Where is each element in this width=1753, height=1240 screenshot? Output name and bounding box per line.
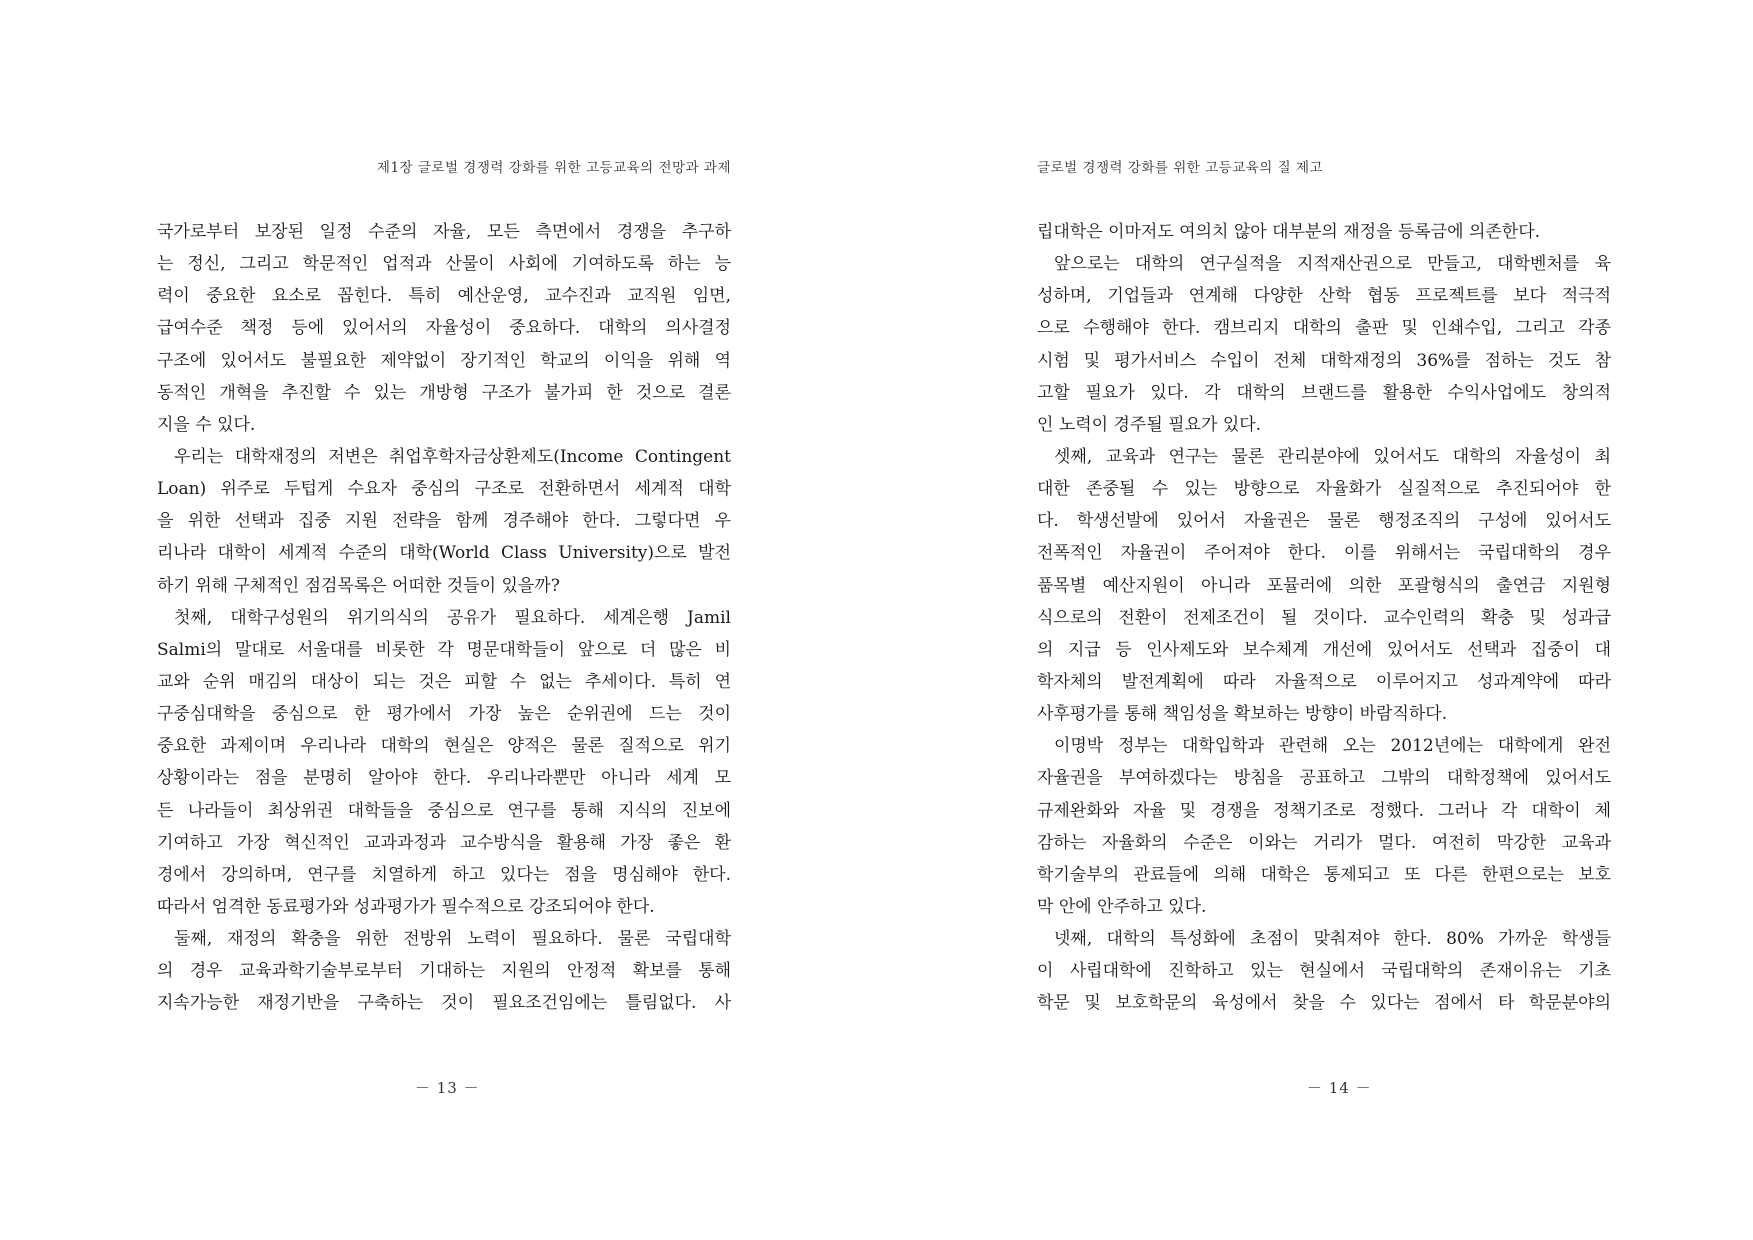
text-line: 성하며, 기업들과 연계해 다양한 산학 협동 프로젝트를 보다 적극적: [1037, 286, 1611, 307]
text-line: 이 사립대학에 진학하고 있는 현실에서 국립대학의 존재이유는 기초: [1037, 961, 1611, 982]
text-line: 규제완화와 자율 및 경쟁을 정책기조로 정했다. 그러나 각 대학이 체: [1037, 800, 1611, 821]
text-line: 사후평가를 통해 책임성을 확보하는 방향이 바람직하다.: [1037, 704, 1448, 725]
paragraph: [157, 441, 731, 602]
text-line: 학자체의 발전계획에 따라 자율적으로 이루어지고 성과계약에 따라: [1037, 671, 1611, 692]
text-line: 인 노력이 경주될 필요가 있다.: [1037, 414, 1262, 435]
text-line: 따라서 엄격한 동료평가와 성과평가가 필수적으로 강조되어야 한다.: [157, 896, 655, 917]
text-line: 의 경우 교육과학기술부로부터 기대하는 지원의 안정적 확보를 통해: [157, 961, 731, 982]
text-line: 급여수준 책정 등에 있어서의 자율성이 중요하다. 대학의 의사결정: [157, 318, 731, 339]
text-line: 구조에 있어서도 불필요한 제약없이 장기적인 학교의 이익을 위해 역: [157, 350, 731, 371]
paragraph: [1037, 216, 1611, 248]
text-line: 품목별 예산지원이 아니라 포뮬러에 의한 포괄형식의 출연금 지원형: [1037, 575, 1611, 596]
running-head: 글로벌 경쟁력 강화를 위한 고등교육의 질 제고: [1037, 160, 1324, 176]
text-line: Salmi의 말대로 서울대를 비롯한 각 명문대학들이 앞으로 더 많은 비: [157, 639, 731, 660]
text-line: 자율권을 부여하겠다는 방침을 공표하고 그밖의 대학정책에 있어서도: [1037, 768, 1611, 789]
paragraph: [157, 216, 731, 441]
text-line: 감하는 자율화의 수준은 이와는 거리가 멀다. 여전히 막강한 교육과: [1037, 832, 1611, 853]
text-line: 학문 및 보호학문의 육성에서 찾을 수 있다는 점에서 타 학문분야의: [1037, 993, 1611, 1014]
text-line: 동적인 개혁을 추진할 수 있는 개방형 구조가 불가피 한 것으로 결론: [157, 382, 731, 403]
text-line: 력이 중요한 요소로 꼽힌다. 특히 예산운영, 교수진과 교직원 임면,: [157, 286, 731, 307]
text-line: 는 정신, 그리고 학문적인 업적과 산물이 사회에 기여하도록 하는 능: [157, 254, 731, 275]
text-line: 국가로부터 보장된 일정 수준의 자율, 모든 측면에서 경쟁을 추구하: [157, 222, 731, 242]
text-line: 교와 순위 매김의 대상이 되는 것은 피할 수 없는 추세이다. 특히 연: [157, 671, 731, 692]
text-line: 기여하고 가장 혁신적인 교과과정과 교수방식을 활용해 가장 좋은 환: [157, 832, 731, 853]
text-line: 든 나라들이 최상위권 대학들을 중심으로 연구를 통해 지식의 진보에: [157, 800, 731, 821]
page-number: － 13 －: [415, 1079, 480, 1097]
text-line: 시험 및 평가서비스 수입이 전체 대학재정의 36%를 점하는 것도 참: [1037, 350, 1611, 371]
text-line: 셋째, 교육과 연구는 물론 관리분야에 있어서도 대학의 자율성이 최: [1054, 446, 1611, 467]
text-line: 의 지급 등 인사제도와 보수체계 개선에 있어서도 선택과 집중이 대: [1037, 639, 1611, 660]
paragraph: [1037, 730, 1611, 923]
body-text: [1037, 216, 1611, 1020]
text-line: 을 위한 선택과 집중 지원 전략을 함께 경주해야 한다. 그렇다면 우: [157, 511, 731, 532]
paragraph: [157, 602, 731, 923]
text-line: 지속가능한 재정기반을 구축하는 것이 필요조건임에는 틀림없다. 사: [157, 993, 731, 1014]
text-line: 립대학은 이마저도 여의치 않아 대부분의 재정을 등록금에 의존한다.: [1037, 222, 1541, 242]
text-line: 식으로의 전환이 전제조건이 될 것이다. 교수인력의 확충 및 성과급: [1037, 607, 1611, 628]
text-line: 다. 학생선발에 있어서 자율권은 물론 행정조직의 구성에 있어서도: [1037, 511, 1611, 532]
text-line: 이명박 정부는 대학입학과 관련해 오는 2012년에는 대학에게 완전: [1054, 736, 1611, 757]
text-line: 우리는 대학재정의 저변은 취업후학자금상환제도(Income Contingent: [174, 446, 731, 467]
text-line: 리나라 대학이 세계적 수준의 대학(World Class University)으로 발전: [157, 543, 731, 564]
running-head: 제1장 글로벌 경쟁력 강화를 위한 고등교육의 전망과 과제: [376, 160, 731, 176]
text-line: Loan) 위주로 두텁게 수요자 중심의 구조로 전환하면서 세계적 대학: [157, 479, 731, 500]
text-line: 중요한 과제이며 우리나라 대학의 현실은 양적은 물론 질적으로 위기: [157, 736, 731, 757]
paragraph: [1037, 923, 1611, 1019]
paragraph: [1037, 248, 1611, 441]
text-line: 전폭적인 자율권이 주어져야 한다. 이를 위해서는 국립대학의 경우: [1037, 543, 1611, 564]
text-line: 첫째, 대학구성원의 위기의식의 공유가 필요하다. 세계은행 Jamil: [174, 607, 731, 628]
text-line: 고할 필요가 있다. 각 대학의 브랜드를 활용한 수익사업에도 창의적: [1037, 382, 1611, 403]
text-line: 앞으로는 대학의 연구실적을 지적재산권으로 만들고, 대학벤처를 육: [1054, 254, 1611, 275]
text-line: 학기술부의 관료들에 의해 대학은 통제되고 또 다른 한편으로는 보호: [1037, 864, 1611, 885]
paragraph: [1037, 441, 1611, 730]
text-line: 으로 수행해야 한다. 캠브리지 대학의 출판 및 인쇄수입, 그리고 각종: [1037, 318, 1611, 339]
text-line: 둘째, 재정의 확충을 위한 전방위 노력이 필요하다. 물론 국립대학: [174, 929, 731, 950]
text-line: 막 안에 안주하고 있다.: [1037, 896, 1207, 917]
page-number: － 14 －: [1307, 1079, 1372, 1097]
left-page: [0, 0, 876, 1240]
text-line: 하기 위해 구체적인 점검목록은 어떠한 것들이 있을까?: [157, 575, 560, 596]
text-line: 대한 존중될 수 있는 방향으로 자율화가 실질적으로 추진되어야 한: [1037, 479, 1611, 500]
body-text: [157, 216, 731, 1020]
text-line: 지을 수 있다.: [157, 414, 256, 435]
text-line: 상황이라는 점을 분명히 알아야 한다. 우리나라뿐만 아니라 세계 모: [157, 768, 731, 789]
right-page: [877, 0, 1753, 1240]
text-line: 경에서 강의하며, 연구를 치열하게 하고 있다는 점을 명심해야 한다.: [157, 864, 731, 885]
paragraph: [157, 923, 731, 1019]
text-line: 구중심대학을 중심으로 한 평가에서 가장 높은 순위권에 드는 것이: [157, 704, 731, 725]
text-line: 넷째, 대학의 특성화에 초점이 맞춰져야 한다. 80% 가까운 학생들: [1054, 929, 1611, 950]
